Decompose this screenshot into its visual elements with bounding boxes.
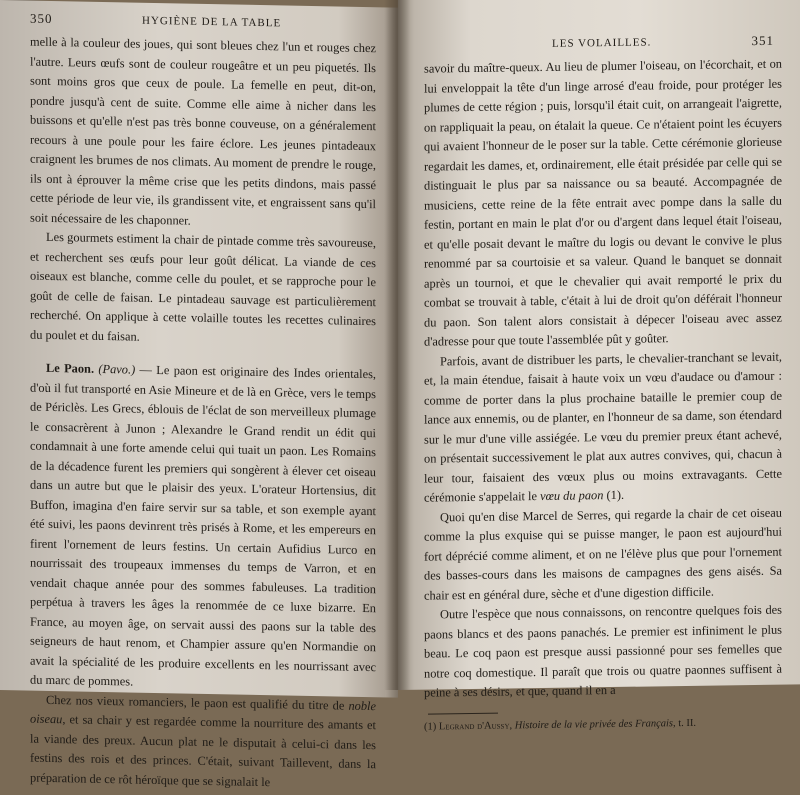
entry-latin-name: (Pavo.) (98, 361, 136, 377)
entry-text: — Le paon est originaire des Indes orientales, d'où il fut transporté en Asie Mineure et de là en Grèce, vers le temps de Périclès. Les Grecs, éblouis de l'éclat de son merveilleux plumage le consacrèrent à Junon ; Alexandre le Grand rendit un édit qui condamnait à une forte amende celui qui tuait un paon. Les Romains de la décadence furent les premiers qui songèrent à élever cet oiseau dans un autre but que le plaisir des yeux. L'orateur Hortensius, dit Buffon, imagina d'en faire servir sur sa table, et son exemple ayant été suivi, les paons devinrent très prisés à Rome, et les empereurs en firent l'ornement de leurs festins. Un certain Aufidius Lurco en nourrissait des troupeaux immenses du temps de Varron, et en vendait chaque année pour des sommes fabuleuses. La tradition perpétua à travers les âges la renommée de ce luxe bizarre. En France, au moyen âge, on servait aussi des paons sur la table des seigneurs de haut renom, et Champier assure qu'en Normandie on avait la spécialité de les produire excellents en les nourrissant avec du marc de pommes. (30, 362, 377, 689)
left-page (0, 0, 398, 789)
italic-phrase: vœu du paon (540, 488, 604, 504)
right-page (398, 0, 800, 733)
paragraph: Outre l'espèce que nous connaissons, on rencontre quelques fois des paons blancs et des paons panachés. Le premier est infiniment le plus beau. Le coq paon est presque aussi passionné pour ses femelles que notre coq domestique. Il paraît que trois ou quatre paonnes suffisent à peine à ses désirs, et que, quand il en a (424, 602, 782, 700)
book-gutter (384, 0, 410, 690)
paragraph: Chez nos vieux romanciers, le paon est qualifié du titre de noble oiseau, et sa chair y est regardée comme la nourriture des amants et la viande des preux. Aucun plat ne le disputait à celui-ci dans les festins des rois et des princes. C'était, suivant Taillevent, dans la préparation de ce rôt héroïque que se signalait le (30, 692, 376, 789)
italic-phrase: noble oiseau (30, 698, 376, 727)
left-page-number: 350 (30, 10, 53, 27)
footnote: (1) Legrand d'Aussy, Histoire de la vie privée des Français, t. II. (424, 717, 697, 733)
paragraph: melle à la couleur des joues, qui sont bleues chez l'un et rouges chez l'autre. Leurs œufs sont de couleur rougeâtre et un peu piquetés. Ils sont moins gros que ceux de poule. La femelle en peut, dit-on, pondre jusqu'à cent de suite. Comme elle aime à nicher dans les buissons et qu'elle n'est pas très bonne couveuse, on a généralement recours à une poule pour les faire éclore. Les jeunes pintadeaux craignent les brumes de nos climats. Au moment de prendre le rouge, ils ont à éprouver la même crise que les petits dindons, mais passé cette période de leur vie, ils grandissent vite, et engraissent sans qu'il soit nécessaire de les chaponner. (30, 34, 376, 228)
footnote-rule (428, 712, 498, 714)
right-page-number: 351 (751, 32, 774, 49)
left-running-title: HYGIÈNE DE LA TABLE (142, 14, 282, 30)
paragraph: Les gourmets estiment la chair de pintade comme très savoureuse, et recherchent ses œufs pour leur goût délicat. La viande de ces oiseaux est blanche, comme celle du poulet, et se rapproche pour le goût de celle de faisan. Le pintadeau sauvage est particulièrement recherché. On applique à cette volaille toutes les recettes culinaires du poulet et du faisan. (30, 229, 376, 344)
entry-term: Le Paon. (46, 360, 95, 376)
left-page-text (30, 33, 376, 795)
paragraph: Quoi qu'en dise Marcel de Serres, qui regarde la chair de cet oiseau comme la plus exquise qui se puisse manger, le paon est aujourd'hui fort déprécié comme aliment, et on ne l'élève plus que pour l'ornement des basses-cours dans les maisons de campagnes des gens aisés. Sa chair est en général dure, sèche et d'une digestion difficile. (424, 505, 782, 603)
footnote-ref: (1). (603, 487, 625, 503)
footnote-author: Legrand d'Aussy, (438, 719, 513, 732)
footnote-volume: t. II. (675, 717, 697, 729)
entry-paon (30, 359, 376, 697)
paragraph: savoir du maître-queux. Au lieu de plumer l'oiseau, on l'écorchait, et on lui enveloppait la tête d'un linge arrosé d'eau froide, pour protéger les plumes de cette région ; puis, lorsqu'il était cuit, on arrangeait l'aigrette, on rappliquait la peau, on étalait la queue. Ce n'étaient point les écuyers qui avaient l'honneur de le poser sur la table. Cette cérémonie glorieuse regardait les dames, et, ordinairement, elle était présidée par celle qui se distinguait le plus par sa naissance ou sa beauté. Accompagnée de musiciens, cette reine de la fête entrait avec pompe dans la salle du festin, portant en main le plat d'or ou d'argent dans lequel était l'oiseau, et qu'elle posait devant le maître du logis ou devant le convive le plus renommé par sa courtoisie et sa valeur. Quand le banquet se donnait après un tournoi, et que le chevalier qui avait remporté le prix du combat se trouvait à table, c'était à lui de droit qu'on déférait l'honneur du paon. Son talent alors consistait à dépecer l'oiseau avec assez d'adresse pour que toute l'assemblée pût y goûter. (424, 56, 782, 349)
footnote-title: Histoire de la vie privée des Français, (512, 717, 676, 731)
right-page-text (424, 55, 782, 734)
right-running-title: LES VOLAILLES. (552, 36, 652, 50)
paragraph: Parfois, avant de distribuer les parts, le chevalier-tranchant se levait, et, la main étendue, faisait à haute voix un vœu d'audace ou d'amour : comme de porter dans la plus prochaine bataille le premier coup de lance aux ennemis, ou de planter, en l'honneur de sa dame, son étendard sur le mur d'une ville assiégée. Le vœu du premier preux étant achevé, on présentait successivement le plat aux autres convives, qui, chacun à leur tour, faisaient des vœux plus ou moins extravagants. Cette cérémonie s'appelait le vœu du paon (1). (424, 349, 782, 505)
